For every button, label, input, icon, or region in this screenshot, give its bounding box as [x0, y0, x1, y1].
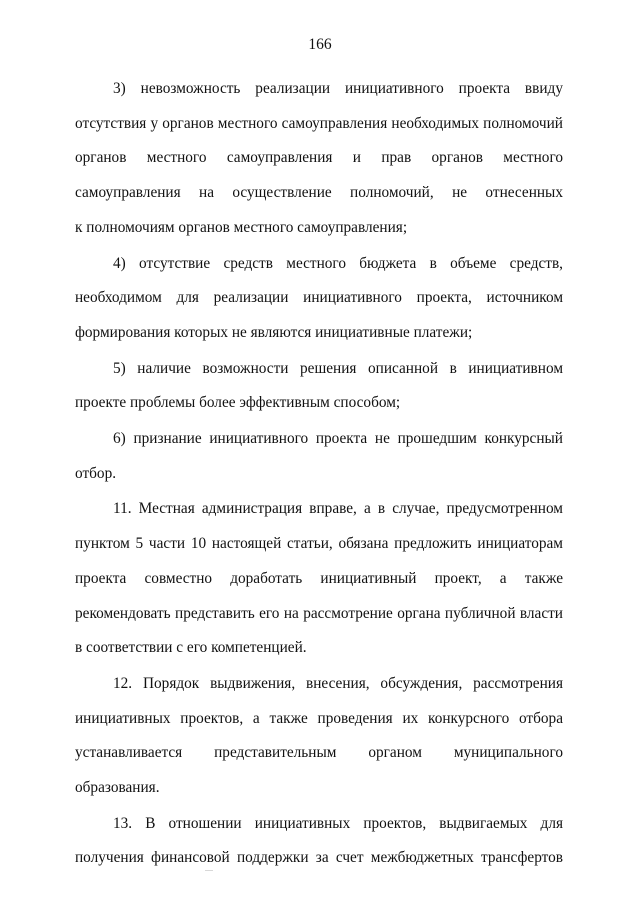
text-line: 5) наличие возможности решения описанной в инициативном	[113, 359, 563, 377]
text-line: 11. Местная администрация вправе, а в случае, предусмотренном	[113, 500, 563, 518]
paragraph-clause-11	[75, 492, 563, 666]
text-line: инициативных проектов, а также проведения их конкурсного отбора	[75, 709, 563, 727]
text-line: органов местного самоуправления и прав органов местного	[75, 149, 563, 167]
text-line: 6) признание инициативного проекта не прошедшим конкурсный	[113, 430, 563, 448]
text-line: необходимом для реализации инициативного проекта, источником	[75, 289, 563, 307]
text-line: отсутствия у органов местного самоуправления необходимых полномочий	[75, 114, 563, 132]
paragraph-clause-13	[75, 807, 563, 876]
text-line: 13. В отношении инициативных проектов, выдвигаемых для	[113, 814, 563, 832]
paragraph-item-4	[75, 247, 563, 351]
text-line: 12. Порядок выдвижения, внесения, обсуждения, рассмотрения	[113, 674, 563, 692]
text-line: устанавливается представительным органом муниципального образования.	[75, 744, 563, 797]
text-line: 3) невозможность реализации инициативного проекта ввиду	[113, 80, 563, 97]
paragraph-clause-12	[75, 667, 563, 806]
text-line: рекомендовать представить его на рассмотрение органа публичной власти	[75, 604, 563, 622]
text-line: отбор.	[75, 464, 117, 482]
text-line: 4) отсутствие средств местного бюджета в объеме средств,	[113, 254, 563, 272]
text-line: проекте проблемы более эффективным способом;	[75, 394, 401, 412]
text-line: проекта совместно доработать инициативный проект, а также	[75, 569, 563, 587]
paragraph-item-6	[75, 422, 563, 491]
paragraph-item-5	[75, 352, 563, 421]
text-line: в соответствии с его компетенцией.	[75, 639, 307, 657]
text-line: формирования которых не являются инициативные платежи;	[75, 323, 473, 341]
text-line: к полномочиям органов местного самоуправления;	[75, 218, 408, 236]
text-line: пунктом 5 части 10 настоящей статьи, обязана предложить инициаторам	[75, 535, 563, 553]
paragraph-item-3	[75, 72, 563, 246]
scan-artifact	[205, 870, 213, 871]
page-number: 166	[308, 36, 332, 53]
text-line: самоуправления на осуществление полномочий, не отнесенных	[75, 184, 563, 202]
text-line: получения финансовой поддержки за счет межбюджетных трансфертов	[75, 849, 563, 867]
document-body	[75, 72, 563, 876]
